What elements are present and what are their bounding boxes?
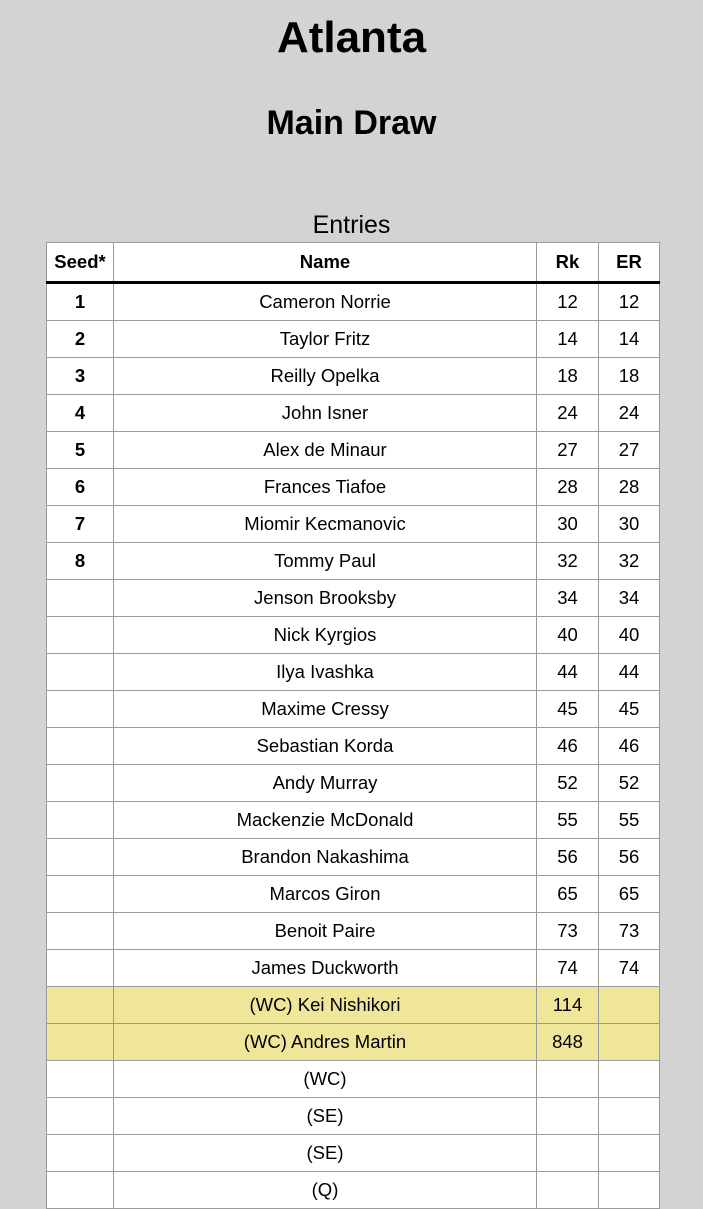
entry-rank-cell	[599, 1135, 660, 1172]
draw-subtitle: Main Draw	[266, 104, 437, 142]
seed-cell	[47, 617, 114, 654]
table-row	[47, 506, 660, 543]
table-row	[47, 691, 660, 728]
entry-rank-cell	[599, 987, 660, 1024]
entry-rank-cell: 65	[599, 876, 660, 913]
rank-cell: 34	[537, 580, 599, 617]
rank-cell	[537, 1098, 599, 1135]
seed-cell	[47, 802, 114, 839]
seed-cell	[47, 987, 114, 1024]
rank-cell: 27	[537, 432, 599, 469]
seed-cell	[47, 765, 114, 802]
player-name-cell: Sebastian Korda	[114, 728, 537, 765]
seed-cell	[47, 580, 114, 617]
seed-cell	[47, 1135, 114, 1172]
entry-rank-cell	[599, 1098, 660, 1135]
entry-rank-cell: 28	[599, 469, 660, 506]
rank-cell: 40	[537, 617, 599, 654]
entry-rank-cell	[599, 1172, 660, 1209]
player-name-cell: Marcos Giron	[114, 876, 537, 913]
entry-rank-column-header: ER	[599, 243, 660, 283]
rank-cell: 56	[537, 839, 599, 876]
player-name-cell: Taylor Fritz	[114, 321, 537, 358]
entry-rank-cell: 73	[599, 913, 660, 950]
rank-cell: 45	[537, 691, 599, 728]
player-name-cell: John Isner	[114, 395, 537, 432]
entry-rank-cell	[599, 1061, 660, 1098]
seed-cell	[47, 1061, 114, 1098]
rank-cell: 46	[537, 728, 599, 765]
player-name-cell: (WC) Andres Martin	[114, 1024, 537, 1061]
entry-rank-cell: 46	[599, 728, 660, 765]
rank-cell: 848	[537, 1024, 599, 1061]
table-row	[47, 1172, 660, 1209]
table-header	[47, 243, 660, 283]
rank-cell	[537, 1172, 599, 1209]
rank-column-header: Rk	[537, 243, 599, 283]
table-row	[47, 395, 660, 432]
player-name-cell: (SE)	[114, 1098, 537, 1135]
page-title: Atlanta	[276, 13, 427, 62]
player-name-cell: Mackenzie McDonald	[114, 802, 537, 839]
seed-cell: 5	[47, 432, 114, 469]
entry-rank-cell	[599, 1024, 660, 1061]
player-name-cell: Frances Tiafoe	[114, 469, 537, 506]
seed-cell	[47, 728, 114, 765]
table-row	[47, 802, 660, 839]
table-row	[47, 432, 660, 469]
name-column-header: Name	[114, 243, 537, 283]
table-row	[47, 913, 660, 950]
seed-cell: 3	[47, 358, 114, 395]
seed-cell: 6	[47, 469, 114, 506]
rank-cell	[537, 1135, 599, 1172]
rank-cell: 30	[537, 506, 599, 543]
table-row	[47, 765, 660, 802]
table-row	[47, 839, 660, 876]
player-name-cell: Nick Kyrgios	[114, 617, 537, 654]
seed-column-header: Seed*	[47, 243, 114, 283]
table-row	[47, 728, 660, 765]
rank-cell	[537, 1061, 599, 1098]
rank-cell: 55	[537, 802, 599, 839]
seed-cell	[47, 1024, 114, 1061]
entry-rank-cell: 55	[599, 802, 660, 839]
rank-cell: 28	[537, 469, 599, 506]
table-row	[47, 283, 660, 321]
entry-rank-cell: 40	[599, 617, 660, 654]
entry-rank-cell: 34	[599, 580, 660, 617]
player-name-cell: James Duckworth	[114, 950, 537, 987]
rank-cell: 65	[537, 876, 599, 913]
rank-cell: 52	[537, 765, 599, 802]
player-name-cell: Maxime Cressy	[114, 691, 537, 728]
table-row	[47, 321, 660, 358]
seed-cell: 1	[47, 283, 114, 321]
rank-cell: 44	[537, 654, 599, 691]
seed-cell	[47, 913, 114, 950]
entry-rank-cell: 32	[599, 543, 660, 580]
seed-cell	[47, 654, 114, 691]
player-name-cell: (Q)	[114, 1172, 537, 1209]
player-name-cell: Reilly Opelka	[114, 358, 537, 395]
seed-cell	[47, 876, 114, 913]
table-row	[47, 358, 660, 395]
rank-cell: 74	[537, 950, 599, 987]
player-name-cell: Jenson Brooksby	[114, 580, 537, 617]
table-row	[47, 1135, 660, 1172]
seed-cell	[47, 839, 114, 876]
entry-rank-cell: 52	[599, 765, 660, 802]
player-name-cell: Tommy Paul	[114, 543, 537, 580]
entries-table	[46, 242, 660, 1209]
seed-cell	[47, 1172, 114, 1209]
entry-rank-cell: 44	[599, 654, 660, 691]
entry-rank-cell: 56	[599, 839, 660, 876]
table-row	[47, 1061, 660, 1098]
player-name-cell: (SE)	[114, 1135, 537, 1172]
table-row	[47, 617, 660, 654]
seed-cell: 7	[47, 506, 114, 543]
rank-cell: 32	[537, 543, 599, 580]
entry-rank-cell: 30	[599, 506, 660, 543]
player-name-cell: Cameron Norrie	[114, 283, 537, 321]
player-name-cell: (WC) Kei Nishikori	[114, 987, 537, 1024]
rank-cell: 12	[537, 283, 599, 321]
entry-rank-cell: 24	[599, 395, 660, 432]
rank-cell: 14	[537, 321, 599, 358]
player-name-cell: Alex de Minaur	[114, 432, 537, 469]
table-row	[47, 876, 660, 913]
player-name-cell: Miomir Kecmanovic	[114, 506, 537, 543]
rank-cell: 24	[537, 395, 599, 432]
seed-cell: 4	[47, 395, 114, 432]
table-row	[47, 469, 660, 506]
entry-rank-cell: 74	[599, 950, 660, 987]
entry-rank-cell: 45	[599, 691, 660, 728]
seed-cell	[47, 950, 114, 987]
seed-cell	[47, 691, 114, 728]
seed-cell: 2	[47, 321, 114, 358]
table-row	[47, 580, 660, 617]
table-row	[47, 654, 660, 691]
player-name-cell: (WC)	[114, 1061, 537, 1098]
table-row	[47, 543, 660, 580]
entry-rank-cell: 27	[599, 432, 660, 469]
entry-rank-cell: 12	[599, 283, 660, 321]
rank-cell: 18	[537, 358, 599, 395]
seed-cell: 8	[47, 543, 114, 580]
rank-cell: 73	[537, 913, 599, 950]
table-row	[47, 1098, 660, 1135]
seed-cell	[47, 1098, 114, 1135]
rank-cell: 114	[537, 987, 599, 1024]
entry-rank-cell: 18	[599, 358, 660, 395]
table-row	[47, 950, 660, 987]
player-name-cell: Benoit Paire	[114, 913, 537, 950]
table-caption: Entries	[312, 211, 391, 239]
entry-rank-cell: 14	[599, 321, 660, 358]
player-name-cell: Andy Murray	[114, 765, 537, 802]
header-row	[47, 243, 660, 283]
player-name-cell: Brandon Nakashima	[114, 839, 537, 876]
player-name-cell: Ilya Ivashka	[114, 654, 537, 691]
table-row-wildcard	[47, 987, 660, 1024]
table-body	[47, 283, 660, 1209]
table-row-wildcard	[47, 1024, 660, 1061]
